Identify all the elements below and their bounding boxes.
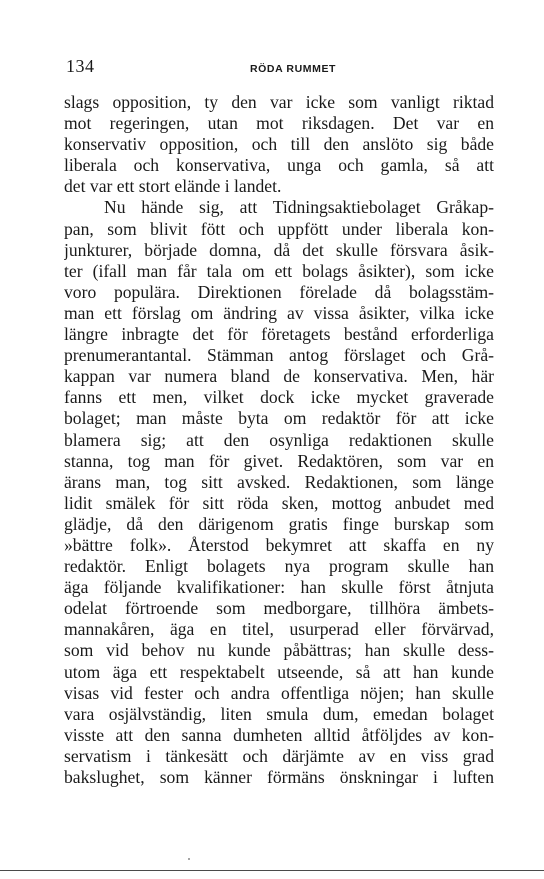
text-line: servatism i tänkesätt och därjämte av en viss grad bbox=[64, 745, 494, 766]
text-line: liberala och konservativa, unga och gamla, så att bbox=[64, 155, 494, 176]
text-line: slags opposition, ty den var icke som vanligt riktad bbox=[64, 92, 494, 112]
running-title: RÖDA RUMMET bbox=[249, 63, 337, 75]
text-line: mot regeringen, utan mot riksdagen. Det var en bbox=[64, 113, 494, 134]
text-line: äga följande kvalifikationer: han skulle först åtnjuta bbox=[64, 577, 494, 598]
text-line: odelat förtroende som medborgare, tillhöra ämbets- bbox=[64, 598, 494, 619]
body-text bbox=[64, 92, 494, 788]
text-line: redaktör. Enligt bolagets nya program skulle han bbox=[64, 556, 494, 577]
text-line: »bättre folk». Återstod bekymret att skaffa en ny bbox=[64, 534, 494, 555]
text-line: Nu hände sig, att Tidningsaktiebolaget Gråkap- bbox=[104, 197, 494, 218]
text-line: ärans man, tog sitt avsked. Redaktionen, som länge bbox=[64, 471, 494, 492]
page-number: 134 bbox=[66, 56, 95, 76]
text-line: voro populära. Direktionen förelade då bolagsstäm- bbox=[64, 281, 494, 302]
text-line: glädje, då den därigenom gratis finge burskap som bbox=[64, 513, 494, 534]
text-line: stanna, tog man för givet. Redaktören, som var en bbox=[64, 450, 494, 471]
text-line: utom äga ett respektabelt utseende, så att han kunde bbox=[64, 661, 494, 682]
text-line: visas vid fester och andra offentliga nöjen; han skulle bbox=[64, 682, 494, 703]
text-line: fanns ett men, vilket dock icke mycket graverade bbox=[64, 387, 494, 408]
text-line: som vid behov nu kunde påbättras; han skulle dess- bbox=[64, 640, 494, 661]
text-line: vara osjälvständig, liten smula dum, emedan bolaget bbox=[64, 703, 494, 724]
text-line: lidit smälek för sitt röda sken, mottog anbudet med bbox=[64, 492, 494, 513]
text-line: bakslughet, som känner förmäns önskningar i luften bbox=[64, 767, 494, 787]
text-line: pan, som blivit fött och uppfött under liberala kon- bbox=[64, 218, 494, 239]
page-bottom-edge bbox=[0, 870, 544, 871]
text-line: kappan var numera bland de konservativa. Men, här bbox=[64, 366, 494, 387]
text-line: mannakåren, äga en titel, usurperad eller förvärvad, bbox=[64, 619, 494, 640]
print-speck bbox=[188, 858, 190, 860]
text-line: ter (ifall man får tala om ett bolags åsikter), som icke bbox=[64, 260, 494, 281]
page-header bbox=[66, 56, 496, 80]
text-line: man ett förslag om ändring av vissa åsikter, vilka icke bbox=[64, 302, 494, 323]
text-line: blamera sig; att den osynliga redaktionen skulle bbox=[64, 429, 494, 450]
text-line: junkturer, började domna, då det skulle försvara åsik- bbox=[64, 239, 494, 260]
text-line: visste att den sanna dumheten alltid åtföljdes av kon- bbox=[64, 724, 494, 745]
text-line: det var ett stort elände i landet. bbox=[64, 176, 282, 197]
text-line: längre inbragte det för företagets bestånd erforderliga bbox=[64, 324, 494, 345]
text-line: konservativ opposition, och till den anslöto sig både bbox=[64, 134, 494, 155]
text-line: bolaget; man måste byta om redaktör för att icke bbox=[64, 408, 494, 429]
text-line: prenumerantantal. Stämman antog förslaget och Grå- bbox=[64, 345, 494, 366]
